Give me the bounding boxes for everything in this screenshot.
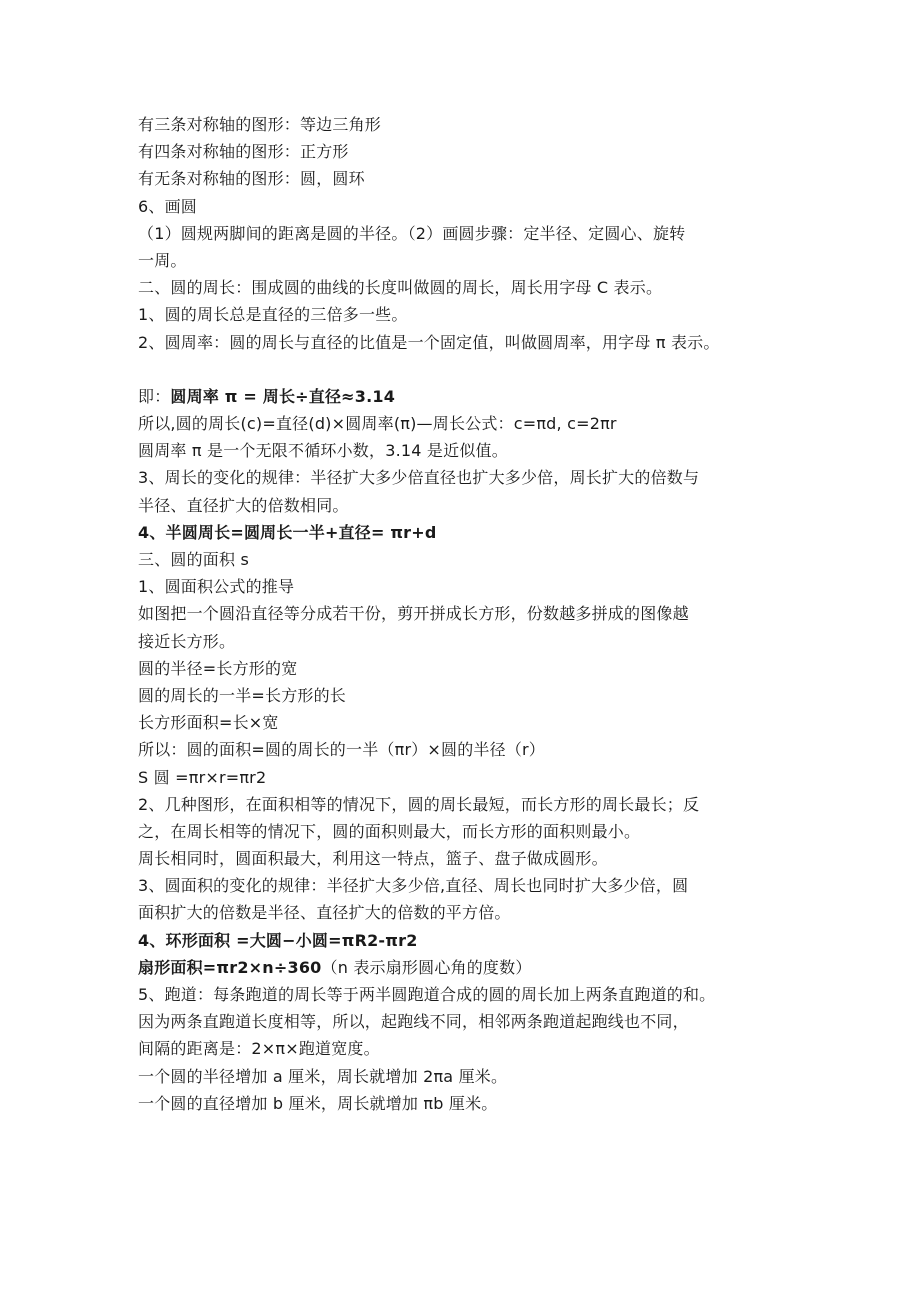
section-heading: 二、圆的周长：围成圆的曲线的长度叫做圆的周长，周长用字母 C 表示。 [138, 278, 663, 298]
sector-area-note: （n 表示扇形圆心角的度数） [321, 957, 532, 977]
text-line: 一周。 [138, 250, 187, 270]
text-line: 长方形面积=长×宽 [138, 713, 279, 733]
text-line: 有三条对称轴的图形：等边三角形 [138, 115, 382, 134]
text-line: 1、圆面积公式的推导 [138, 577, 295, 597]
text-line: 有四条对称轴的图形：正方形 [138, 142, 349, 162]
text-line: 所以,圆的周长(c)=直径(d)×圆周率(π)—周长公式：c=πd, c=2πr [138, 414, 617, 434]
text-line: 所以：圆的面积=圆的周长的一半（πr）×圆的半径（r） [138, 740, 546, 760]
document-page [138, 111, 818, 1117]
sector-area-line [138, 954, 818, 981]
text-line: 之，在周长相等的情况下，圆的面积则最大，而长方形的面积则最小。 [138, 821, 641, 841]
text-line: 圆周率 π 是一个无限不循环小数，3.14 是近似值。 [138, 441, 508, 461]
text-line: 半径、直径扩大的倍数相同。 [138, 495, 349, 515]
text-line: 面积扩大的倍数是半径、直径扩大的倍数的平方倍。 [138, 903, 511, 923]
text-line: 有无条对称轴的图形：圆，圆环 [138, 169, 365, 189]
text-line: 1、圆的周长总是直径的三倍多一些。 [138, 305, 408, 325]
text-line: 圆的半径=长方形的宽 [138, 658, 298, 678]
text-line: 因为两条直跑道长度相等，所以，起跑线不同，相邻两条跑道起跑线也不同， [138, 1012, 689, 1032]
section-heading: 6、画圆 [138, 196, 197, 216]
semicircle-perimeter-formula: 4、半圆周长=圆周长一半+直径= πr+d [138, 522, 437, 542]
text-line: 5、跑道：每条跑道的周长等于两半圆跑道合成的圆的周长加上两条直跑道的和。 [138, 985, 716, 1004]
text-line: 周长相同时，圆面积最大，利用这一特点，篮子、盘子做成圆形。 [138, 849, 608, 869]
text-line: 2、几种图形，在面积相等的情况下，圆的周长最短，而长方形的周长最长；反 [138, 794, 700, 814]
circle-area-formula: S 圆 =πr×r=πr2 [138, 767, 267, 787]
pi-formula: 圆周率 π = 周长÷直径≈3.14 [170, 386, 396, 406]
text-line: 3、周长的变化的规律：半径扩大多少倍直径也扩大多少倍，周长扩大的倍数与 [138, 468, 700, 488]
text-line: （1）圆规两脚间的距离是圆的半径。（2）画圆步骤：定半径、定圆心、旋转 [138, 223, 686, 243]
text-line: 2、圆周率：圆的周长与直径的比值是一个固定值，叫做圆周率，用字母 π 表示。 [138, 332, 720, 352]
text-line: 一个圆的半径增加 a 厘米，周长就增加 2πa 厘米。 [138, 1066, 508, 1086]
pi-formula-prefix: 即： [138, 386, 171, 406]
text-line: 一个圆的直径增加 b 厘米，周长就增加 πb 厘米。 [138, 1093, 498, 1113]
text-line: 接近长方形。 [138, 631, 236, 651]
text-line: 圆的周长的一半=长方形的长 [138, 685, 347, 705]
ring-area-formula: 4、环形面积 =大圆−小圆=πR2-πr2 [138, 930, 418, 950]
blank-line [138, 356, 818, 383]
text-line: 间隔的距离是：2×π×跑道宽度。 [138, 1039, 380, 1059]
pi-formula-line [138, 383, 818, 410]
section-heading: 三、圆的面积 s [138, 550, 250, 569]
text-line: 3、圆面积的变化的规律：半径扩大多少倍,直径、周长也同时扩大多少倍，圆 [138, 876, 689, 896]
text-line: 如图把一个圆沿直径等分成若干份，剪开拼成长方形，份数越多拼成的图像越 [138, 604, 689, 624]
sector-area-formula: 扇形面积=πr2×n÷360 [138, 957, 322, 977]
